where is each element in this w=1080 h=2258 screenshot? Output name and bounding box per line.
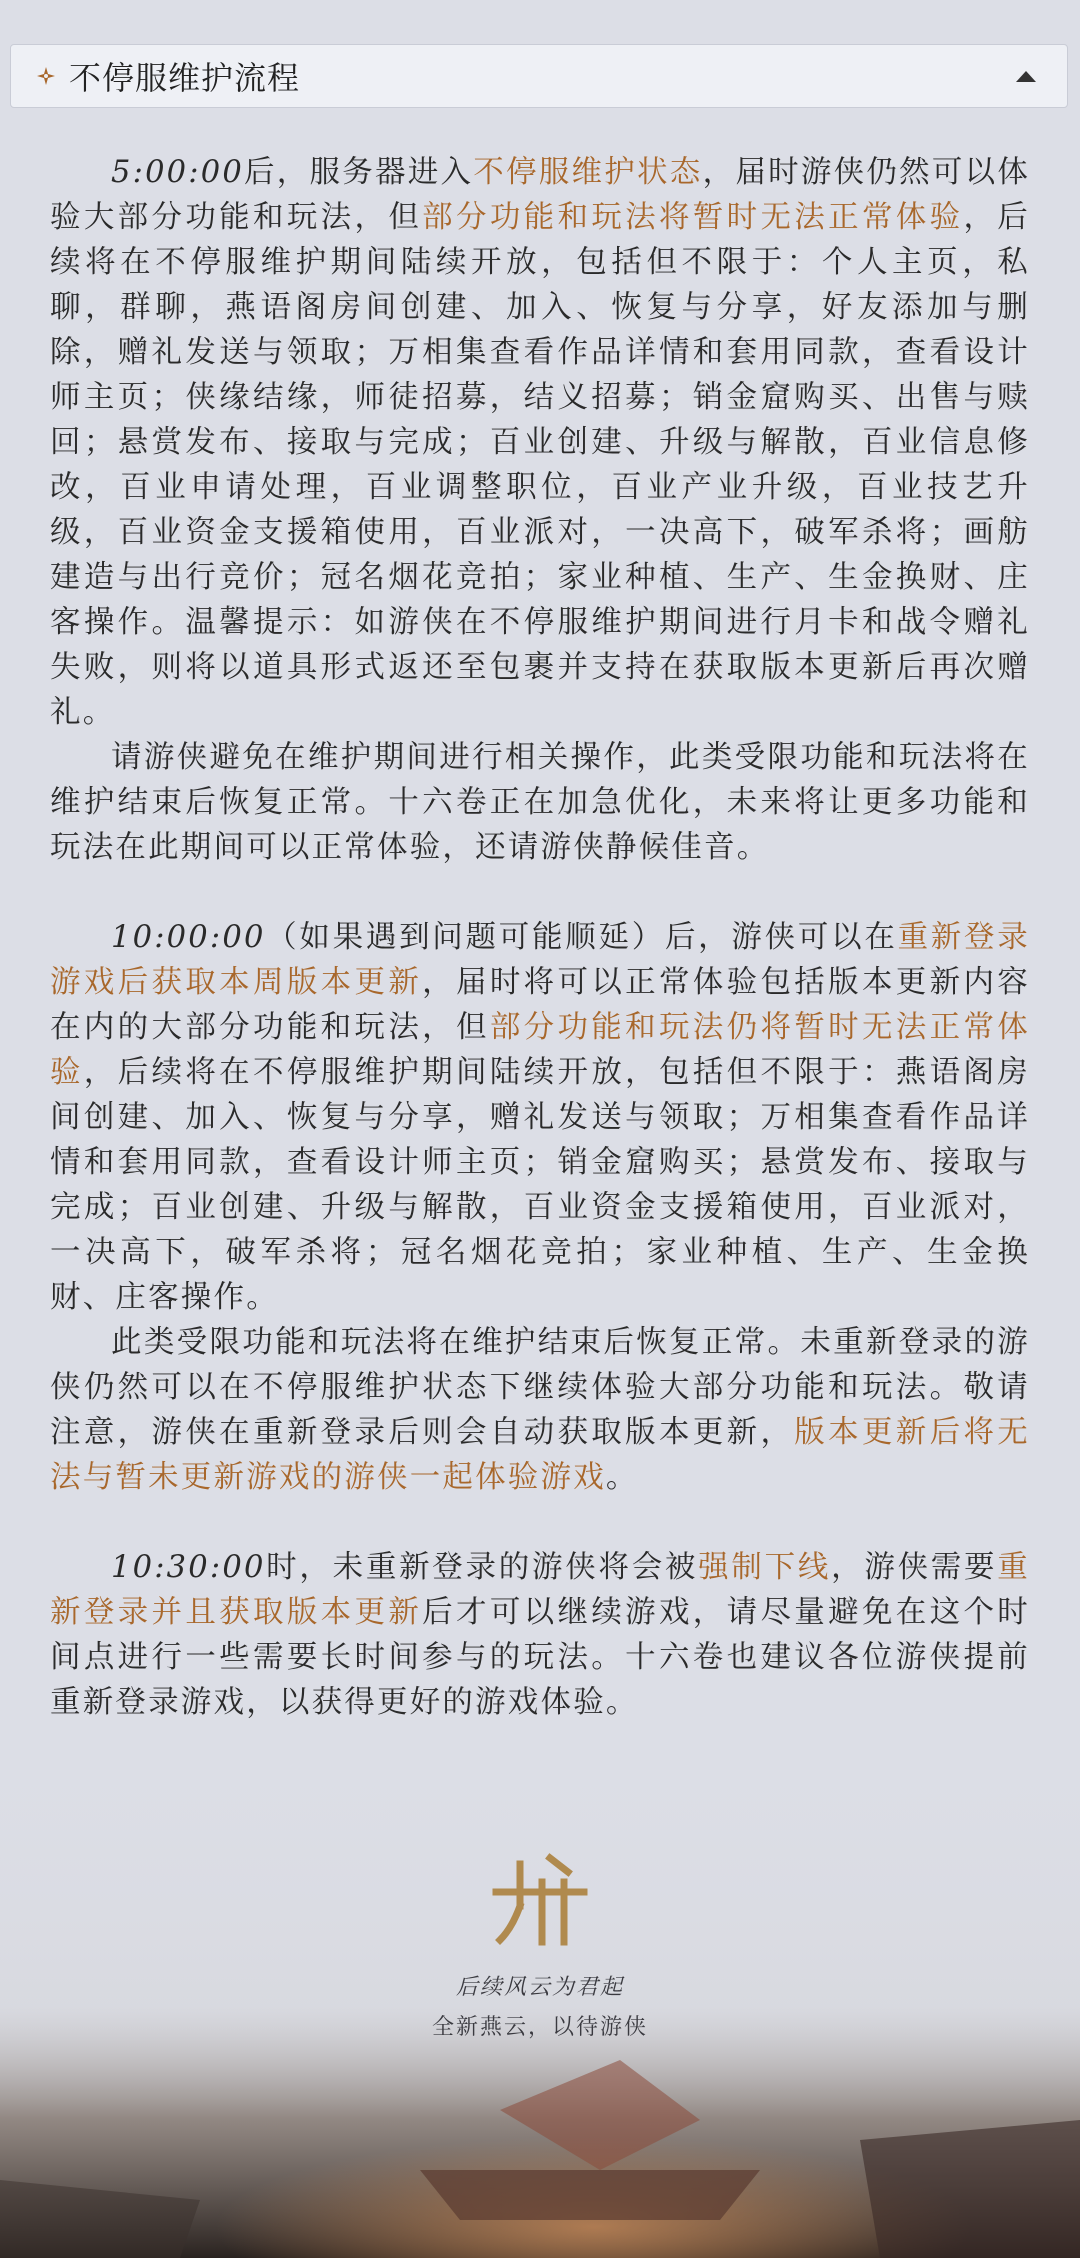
- text-segment: 此类受限功能和玩法将在维护结束后恢复正常。未重新登录的游侠仍然可以在不停服维护状态下继续体验大部分功能和玩法。敬请注意，游侠在重新登录后则会自动获取版本更新，: [50, 1325, 1030, 1450]
- diamond-star-icon: [35, 65, 57, 87]
- paragraph-10am: [50, 915, 1030, 1320]
- time-label: 5:00:00: [111, 155, 244, 190]
- time-label: 10:30:00: [111, 1550, 266, 1585]
- section-title: 不停服维护流程: [69, 59, 301, 97]
- text-segment: （如果遇到问题可能顺延）: [265, 920, 665, 955]
- text-segment: 后，服务器进入: [243, 155, 474, 190]
- text-segment: ，届时将可以正常体验包括版本更新内容在内的大部分功能和玩法，但: [50, 965, 1030, 1045]
- footer-slogan-line2: 全新燕云，以待游侠: [431, 2015, 648, 2040]
- text-segment: ，游侠需要: [831, 1550, 998, 1585]
- paragraph-5am: [50, 150, 1030, 735]
- paragraph-5am-note: [50, 735, 1030, 870]
- highlight-text: 部分功能和玩法仍将暂时无法正常体验: [50, 1010, 1030, 1090]
- section-header-collapsible[interactable]: [10, 44, 1068, 108]
- text-segment: ，后续将在不停服维护期间陆续开放，包括但不限于：个人主页，私聊，群聊，燕语阁房间创建、加入、恢复与分享，好友添加与删除，赠礼发送与领取；万相集查看作品详情和套用同款，查看设计师主页；侠缘结缘，师徒招募，结义招募；销金窟购买、出售与赎回；悬赏发布、接取与完成；百业创建、升级与解散，百业信息修改，百业申请处理，百业调整职位，百业产业升级，百业技艺升级，百业资金支援箱使用，百业派对，一决高下，破军杀将；画舫建造与出行竞价；冠名烟花竞拍；家业种植、生产、生金换财、庄客操作。温馨提示：如游侠在不停服维护期间进行月卡和战令赠礼失败，则将以道具形式返还至包裹并支持在获取版本更新后再次赠礼。: [50, 200, 1031, 730]
- time-label: 10:00:00: [111, 920, 266, 955]
- text-segment: 后才可以继续游戏，请尽量避免在这个时间点进行一些需要长时间参与的玩法。十六卷也建议各位游侠提前: [50, 1595, 1030, 1675]
- highlight-text: 不停服维护状态: [473, 155, 703, 190]
- highlight-text: 部分功能和玩法将暂时无法正常体验: [422, 200, 964, 235]
- footer-banner: [0, 1700, 1080, 2258]
- text-segment: 后，游侠可以在: [664, 920, 898, 955]
- highlight-text: 强制下线: [698, 1550, 832, 1585]
- text-segment: 请游侠避免在维护期间进行相关操作，此类受限功能和玩法将在维护结束后恢复正常。十六卷正在加急优化，未来将让更多功能和玩法在此期间可以正常体验，还请游侠静候佳音。: [50, 740, 1030, 865]
- text-segment: 。: [605, 1460, 639, 1495]
- paragraph-10am-note: [50, 1320, 1030, 1500]
- game-logo-emblem-icon: [490, 1850, 590, 1950]
- text-segment: 时，未重新登录的游侠将会被: [265, 1550, 699, 1585]
- text-segment: ，后续将在不停服维护期间陆续开放，包括但不限于：燕语阁房间创建、加入、恢复与分享，赠礼发送与领取；万相集查看作品详情和套用同款，查看设计师主页；销金窟购买；悬赏发布、接取与完成；百业创建、升级与解散，百业资金支援箱使用，百业派对，一决高下，破军杀将；冠名烟花竞拍；家业种植、生产、生金换财、庄客操作。: [50, 1055, 1030, 1315]
- highlight-text: 重新登录游戏后获取本周版本更新: [50, 920, 1030, 1000]
- highlight-text: 重新登录并且获取版本更新: [50, 1550, 1030, 1630]
- announcement-body: [50, 150, 1030, 1725]
- text-segment: ，届时游侠仍然可以体验大部分功能和玩法，但: [50, 155, 1031, 235]
- highlight-text: 版本更新后将无法与暂未更新游戏的游侠一起体验游戏: [50, 1415, 1030, 1495]
- paragraph-1030am: [50, 1545, 1030, 1725]
- collapse-triangle-up-icon[interactable]: [1013, 67, 1039, 85]
- footer-slogan-line1: 后续风云为君起: [455, 1975, 624, 2000]
